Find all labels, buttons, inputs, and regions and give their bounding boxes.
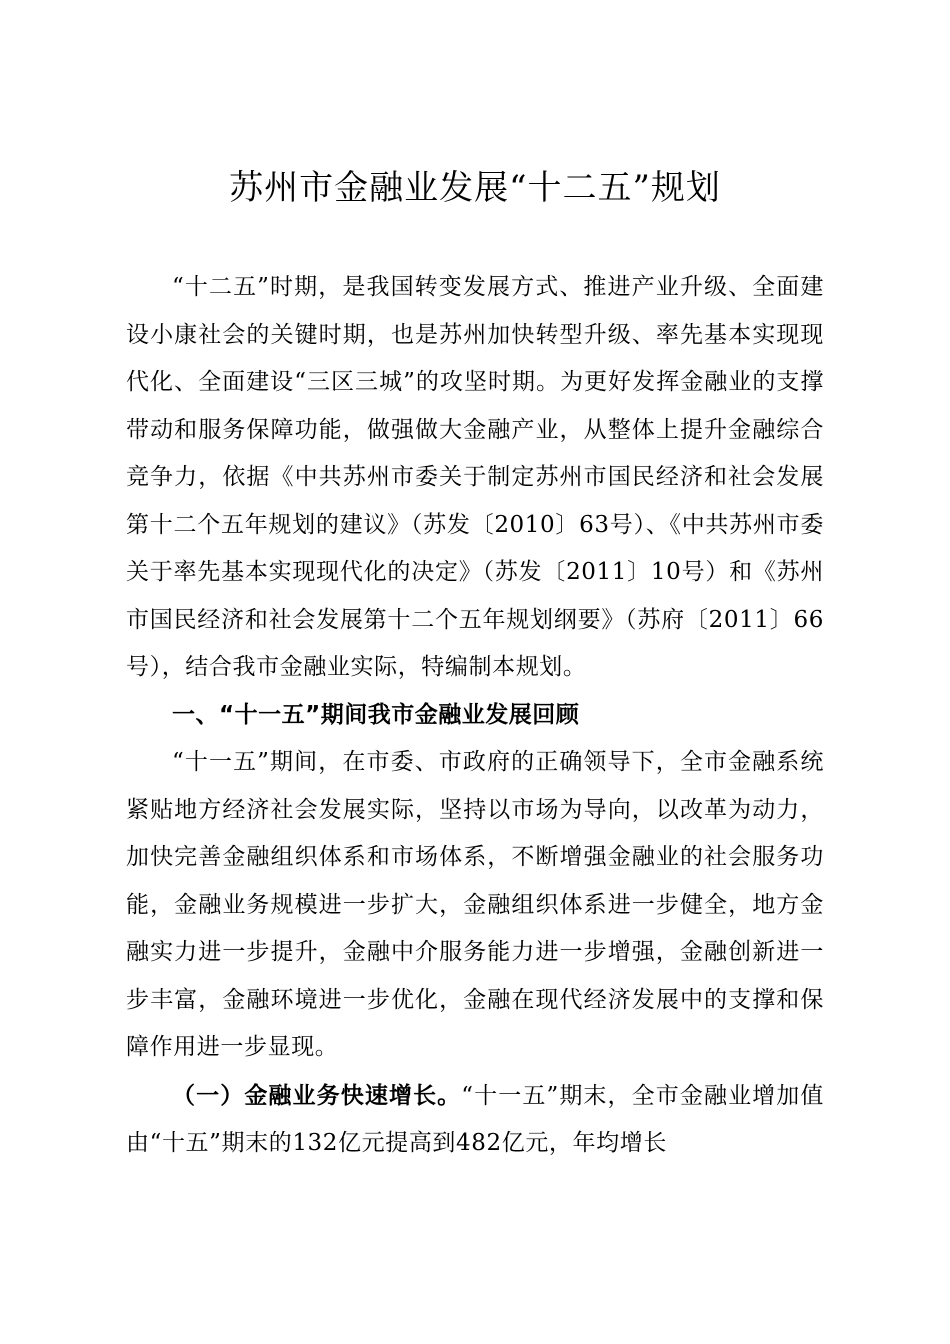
subsection-lead: （一）金融业务快速增长。 — [172, 1081, 462, 1109]
subsection-paragraph — [126, 1072, 824, 1168]
document-body — [126, 264, 824, 1168]
subsection-text: “十一五”期末，全市金融业增加值由“十五”期末的132亿元提高到482亿元，年均增长 — [126, 1082, 824, 1156]
section-paragraph: “十一五”期间，在市委、市政府的正确领导下，全市金融系统紧贴地方经济社会发展实际，坚持以市场为导向，以改革为动力，加快完善金融组织体系和市场体系，不断增强金融业的社会服务功能，金融业务规模进一步扩大，金融组织体系进一步健全，地方金融实力进一步提升，金融中介服务能力进一步增强，金融创新进一步丰富，金融环境进一步优化，金融在现代经济发展中的支撑和保障作用进一步显现。 — [126, 749, 824, 1060]
intro-paragraph: “十二五”时期，是我国转变发展方式、推进产业升级、全面建设小康社会的关键时期，也是苏州加快转型升级、率先基本实现现代化、全面建设“三区三城”的攻坚时期。为更好发挥金融业的支撑带动和服务保障功能，做强做大金融产业，从整体上提升金融综合竞争力，依据《中共苏州市委关于制定苏州市国民经济和社会发展第十二个五年规划的建议》（苏发〔2010〕63号）、《中共苏州市委关于率先基本实现现代化的决定》（苏发〔2011〕10号）和《苏州市国民经济和社会发展第十二个五年规划纲要》（苏府〔2011〕66号），结合我市金融业实际，特编制本规划。 — [126, 274, 824, 680]
section-heading: 一、“十一五”期间我市金融业发展回顾 — [172, 701, 580, 728]
document-title: 苏州市金融业发展“十二五”规划 — [229, 168, 721, 208]
